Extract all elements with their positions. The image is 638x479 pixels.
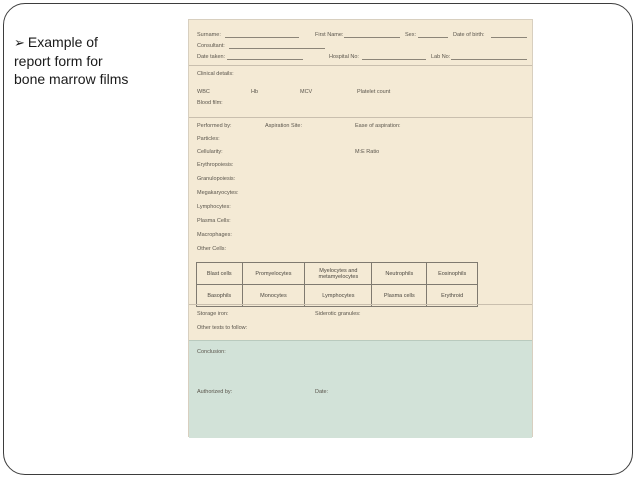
lymphocytes-label: Lymphocytes: bbox=[197, 204, 231, 210]
conclusion-section bbox=[189, 340, 532, 438]
bullet-line-2: report form for bbox=[14, 53, 103, 69]
bullet-line-1: Example of bbox=[27, 34, 98, 50]
table-cell: Myelocytes and metamyelocytes bbox=[305, 263, 372, 285]
aspiration-site-label: Aspiration Site: bbox=[265, 123, 302, 129]
table-cell: Blast cells bbox=[197, 263, 243, 285]
performed-by-label: Performed by: bbox=[197, 123, 232, 129]
differential-count-table bbox=[196, 262, 478, 307]
hb-label: Hb bbox=[251, 89, 259, 95]
table-cell: Eosinophils bbox=[427, 263, 478, 285]
surname-label: Surname: bbox=[197, 32, 221, 38]
lab-no-line bbox=[451, 59, 527, 60]
cellularity-label: Cellularity: bbox=[197, 149, 223, 155]
particles-label: Particles: bbox=[197, 136, 220, 142]
bone-marrow-report-form bbox=[188, 19, 533, 437]
sex-label: Sex: bbox=[405, 32, 417, 38]
macrophages-label: Macrophages: bbox=[197, 232, 232, 238]
siderotic-granules-label: Siderotic granules: bbox=[315, 311, 361, 317]
other-tests-label: Other tests to follow: bbox=[197, 325, 248, 331]
first-name-line bbox=[344, 37, 400, 38]
ease-of-aspiration-label: Ease of aspiration: bbox=[355, 123, 401, 129]
date-label: Date: bbox=[315, 389, 329, 395]
table-cell: Erythroid bbox=[427, 285, 478, 307]
me-ratio-label: M:E Ratio bbox=[355, 149, 380, 155]
bullet-text bbox=[14, 33, 174, 88]
table-cell: Plasma cells bbox=[372, 285, 427, 307]
other-cells-label: Other Cells: bbox=[197, 246, 227, 252]
mcv-label: MCV bbox=[300, 89, 313, 95]
hospital-no-line bbox=[362, 59, 426, 60]
blood-film-label: Blood film: bbox=[197, 100, 223, 106]
storage-iron-label: Storage iron: bbox=[197, 311, 229, 317]
plasma-cells-label: Plasma Cells: bbox=[197, 218, 231, 224]
surname-line bbox=[225, 37, 299, 38]
platelet-count-label: Platelet count bbox=[357, 89, 391, 95]
table-cell: Lymphocytes bbox=[305, 285, 372, 307]
table-row bbox=[197, 263, 478, 285]
clinical-details-label: Clinical details: bbox=[197, 71, 234, 77]
sex-line bbox=[418, 37, 448, 38]
lab-no-label: Lab No: bbox=[431, 54, 451, 60]
conclusion-label: Conclusion: bbox=[197, 349, 226, 355]
granulopoiesis-label: Granulopoiesis: bbox=[197, 176, 236, 182]
consultant-line bbox=[229, 48, 325, 49]
megakaryocytes-label: Megakaryocytes: bbox=[197, 190, 239, 196]
clinical-divider bbox=[189, 65, 532, 66]
iron-divider bbox=[189, 304, 532, 305]
arrow-bullet-icon: ➢ bbox=[14, 35, 25, 50]
consultant-label: Consultant: bbox=[197, 43, 225, 49]
authorized-by-label: Authorized by: bbox=[197, 389, 233, 395]
table-cell: Promyelocytes bbox=[242, 263, 305, 285]
table-cell: Basophils bbox=[197, 285, 243, 307]
table-cell: Monocytes bbox=[242, 285, 305, 307]
date-taken-label: Date taken: bbox=[197, 54, 226, 60]
table-cell: Neutrophils bbox=[372, 263, 427, 285]
hospital-no-label: Hospital No: bbox=[329, 54, 359, 60]
dob-label: Date of birth: bbox=[453, 32, 485, 38]
procedure-divider bbox=[189, 117, 532, 118]
date-taken-line bbox=[227, 59, 303, 60]
bullet-line-3: bone marrow films bbox=[14, 71, 129, 87]
dob-line bbox=[491, 37, 527, 38]
erythropoiesis-label: Erythropoiesis: bbox=[197, 162, 234, 168]
first-name-label: First Name: bbox=[315, 32, 344, 38]
wbc-label: WBC bbox=[197, 89, 210, 95]
